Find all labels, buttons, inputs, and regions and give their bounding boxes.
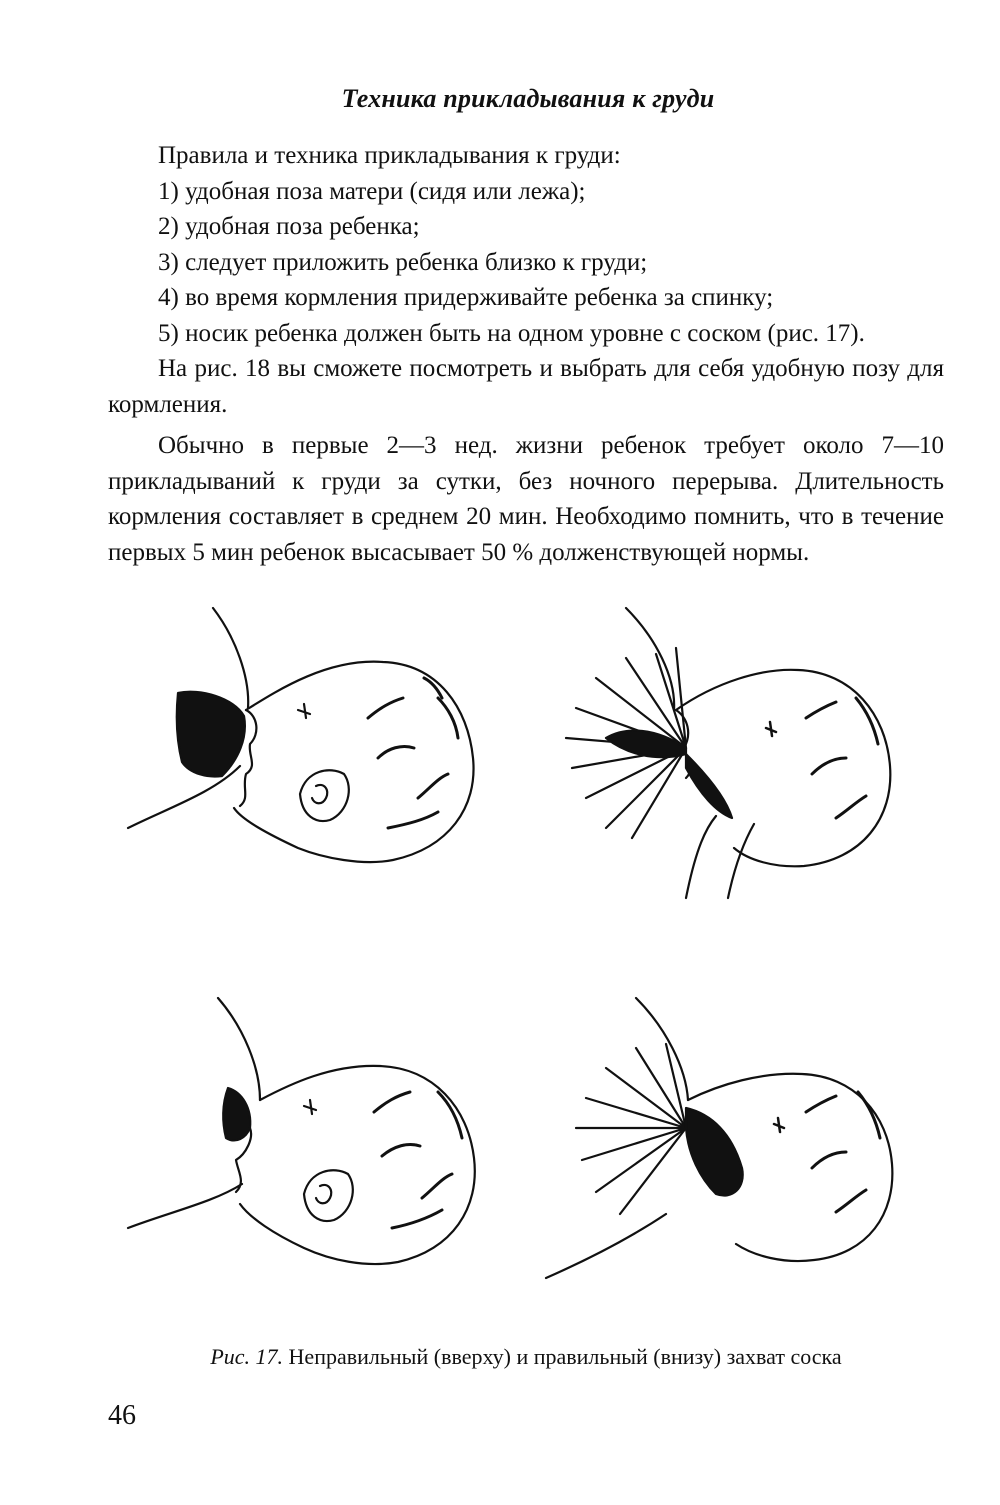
rule-item: 2) удобная поза ребенка; xyxy=(158,213,420,240)
figure-illustrations xyxy=(108,598,944,1328)
paragraph-frequency: Обычно в первые 2—3 нед. жизни ребенок требует около 7—10 прикладываний к груди за сутки, без ночного перерыва. Длительность кормления составляет в среднем 20 мин. Необходимо помнить, что в течение первых 5 мин ребенок высасывает 50 % долженствующей нормы. xyxy=(108,432,944,566)
section-heading: Техника прикладывания к груди xyxy=(341,84,715,113)
illustration-correct-latch-section xyxy=(536,988,936,1308)
rule-item: 1) удобная поза матери (сидя или лежа); xyxy=(158,177,586,205)
figure-caption-text: Неправильный (вверху) и правильный (внизу) захват соска xyxy=(288,1344,842,1369)
paragraph-positions: На рис. 18 вы сможете посмотреть и выбрать для себя удобную позу для кормления. xyxy=(108,355,944,418)
rule-item: 3) следует приложить ребенка близко к груди; xyxy=(158,248,648,276)
rules-intro: Правила и техника прикладывания к груди: xyxy=(158,142,621,169)
body-text xyxy=(108,138,944,570)
page-number: 46 xyxy=(108,1400,136,1431)
figure-label: Рис. 17. xyxy=(210,1344,284,1369)
illustration-correct-latch-profile xyxy=(118,988,518,1308)
illustration-incorrect-latch-profile xyxy=(118,598,518,918)
figure-caption xyxy=(108,1344,944,1370)
rule-item: 5) носик ребенка должен быть на одном уровне с соском (рис. 17). xyxy=(158,319,865,347)
illustration-incorrect-latch-section xyxy=(536,598,936,918)
rule-item: 4) во время кормления придерживайте ребенка за спинку; xyxy=(158,284,774,311)
